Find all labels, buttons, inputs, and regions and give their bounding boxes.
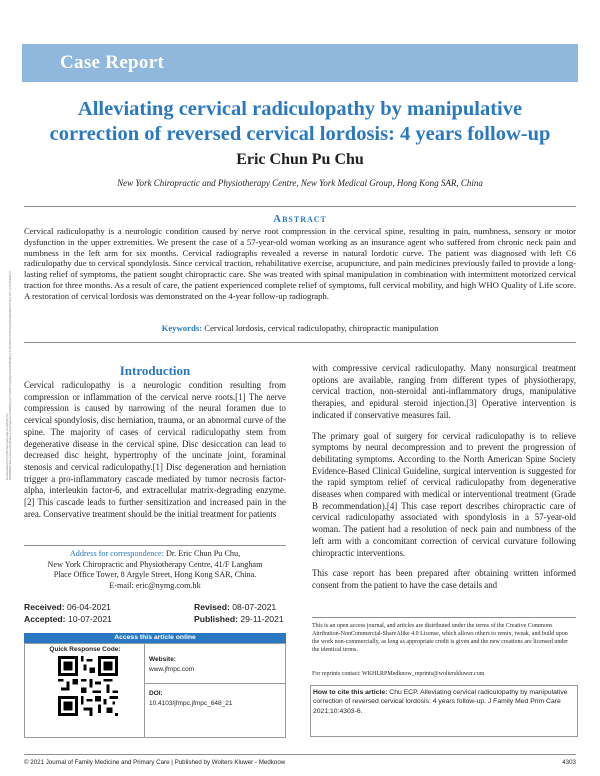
accepted-label: Accepted: [24, 614, 66, 624]
author-name: Eric Chun Pu Chu [236, 151, 364, 168]
accepted-date: 10-07-2021 [67, 614, 112, 624]
abstract-heading: Abstract [273, 213, 327, 225]
correspondence-email[interactable]: E-mail: eric@nymg.com.hk [109, 580, 201, 590]
access-horizontal-divider [145, 683, 285, 684]
article-dates [24, 601, 286, 625]
author-affiliation: New York Chiropractic and Physiotherapy Centre, New York Medical Group, Hong Kong SAR, China [117, 178, 483, 188]
divider-top [24, 206, 576, 207]
download-watermark: Downloaded from http://journals.lww.com/jfmpc by BhDMf5ePHKav1zEoum1tQfN4a+kJLhEZgbsIHo4XMi0hCywCX1AWnYQp/IlQrHD3i3D0OdRyi7TvSFl4Cf3VC4/OAVpDDa8KKGKV0Ymy+78= on 03/19/2024 [5, 271, 12, 480]
revised-date: 08-07-2021 [232, 602, 277, 612]
citation-text: Chu ECP. Alleviating cervical radiculopathy by manipulative correction of reversed cervical lordosis: 4 years follow-up. J Family Med Prim Care 2021;10:4303-6. [313, 689, 568, 715]
footer-copyright: © 2021 Journal of Family Medicine and Primary Care | Published by Wolters Kluwer - Medknow [24, 759, 286, 766]
article-title: Alleviating cervical radiculopathy by manipulative correction of reversed cervical lordosis: 4 years follow-up [49, 98, 551, 145]
keywords-label: Keywords: [161, 323, 203, 333]
website-label: Website: [149, 656, 176, 663]
correspondence-line1: New York Chiropractic and Physiotherapy Centre, 41/F Langham [47, 559, 263, 569]
qr-code-label: Quick Response Code: [49, 646, 121, 653]
qr-code-icon[interactable] [58, 656, 118, 716]
keywords [24, 323, 576, 333]
page-footer [24, 759, 576, 766]
right-column [312, 363, 576, 592]
access-vertical-divider [144, 643, 145, 737]
intro-paragraph: Cervical radiculopathy is a neurologic condition resulting from compression or inflammation of the cervical nerve roots.[1] The nerve compression is caused by narrowing of the neural foramen due to cervical spondylosis, disc herniation, trauma, or an abnormal curve of the spine. The majority of cases of cervical radiculopathy stem from degenerative disease in the cervical spine. Disc desiccation can lead to decreased disc height, hypertrophy of the uncinate joint, foraminal stenosis and cervical radiculopathy.[1] Disc degeneration and herniation trigger a pro-inflammatory cascade mediated by tumor necrosis factor-alpha, interleukin factor-6, and extracellular matrix-degrading enzyme.[2] This cascade leads to further sensitization and increased pain in the area. Conservative treatment should be the initial treatment for patients [24, 380, 286, 519]
footer-divider [24, 754, 576, 755]
revised-label: Revised: [194, 602, 230, 612]
doi-label: DOI: [149, 690, 163, 697]
doi-link[interactable]: 10.4103/jfmpc.jfmpc_648_21 [149, 700, 233, 707]
correspondence-block [24, 549, 286, 591]
published-date: 29-11-2021 [240, 614, 284, 624]
citation-label: How to cite this article: [313, 689, 388, 696]
keywords-list: Cervical lordosis, cervical radiculopathy, chiropractic manipulation [204, 323, 439, 333]
website-link[interactable]: www.jfmpc.com [149, 666, 195, 673]
introduction-heading: Introduction [119, 363, 191, 378]
received-date: 06-04-2021 [67, 602, 111, 612]
abstract-text: Cervical radiculopathy is a neurologic condition caused by nerve root compression in the cervical spine, resulting in pain, numbness, sensory or motor dysfunction in the upper extremities. We present the case of a 57-year-old woman working as an insurance agent who suffered from chronic neck pain and numbness in the left arm for six months. Cervical radiographs revealed a reverse in natural lordotic curve. The patient was diagnosed with left C6 radiculopathy due to cervical spondylosis. Since cervical traction, rehabilitative exercise, acupuncture, and pain medicines previously failed to provide a long-lasting relief of symptoms, the patient sought chiropractic care. She was treated with spinal manipulation in combination with intermittent motorized cervical traction for three months. As a result of care, the patient experienced complete relief of symptoms, full cervical mobility, and high WHO Quality of Life score. A restoration of cervical lordosis was demonstrated on the 4-year follow-up radiograph. [24, 226, 576, 301]
page-number: 4303 [562, 759, 576, 766]
citation-box [310, 685, 578, 737]
correspondence-label: Address for correspondence: [69, 549, 164, 558]
published-label: Published: [194, 614, 238, 624]
correspondence-name: Dr. Eric Chun Pu Chu, [166, 549, 241, 558]
right-paragraph-1: with compressive cervical radiculopathy. Many nonsurgical treatment options are available, ranging from different types of physiotherapy, cervical traction, non-steroidal anti-inflammatory drugs, manipulative therapies, and epidural steroid injection.[3] Operative intervention is indicated if conservative measures fail. [312, 363, 576, 420]
license-text: This is an open access journal, and articles are distributed under the terms of the Creative Commons Attribution-NonCommercial-ShareAlike 4.0 License, which allows others to remix, tweak, and build upon the work non-commercially, as long as appropriate credit is given and the new creations are licensed under the identical terms. [312, 623, 569, 653]
correspondence-line2: Place Office Tower, 8 Argyle Street, Hong Kong SAR, China. [53, 570, 257, 579]
license-divider [312, 617, 576, 618]
correspondence-divider [24, 545, 286, 546]
divider-bottom [24, 342, 576, 343]
article-type-label: Case Report [60, 52, 165, 73]
received-label: Received: [24, 602, 65, 612]
right-paragraph-2: The primary goal of surgery for cervical radiculopathy is to relieve symptoms by neural decompression and to prevent the progression of debilitating symptoms. According to the North American Spine Society Evidence-Based Clinical Guideline, surgical intervention is suggested for the rapid symptom relief of cervical radiculopathy from degenerative diseases when compared with medical or interventional treatment (Grade B recommendation).[4] This case report describes chiropractic care of cervical radiculopathy associated with spondylosis in a 57-year-old woman. The patient had a resolution of neck pain and numbness of the left arm with a concomitant correction of cervical curvature following chiropractic interventions. [312, 430, 576, 558]
reprints-contact: For reprints contact: WKHLRPMedknow_reprints@wolterskluwer.com [312, 671, 485, 677]
right-paragraph-3: This case report has been prepared after obtaining written informed consent from the patient to have the case details and [312, 568, 576, 590]
access-online-bar: Access this article online [24, 633, 286, 643]
introduction-text [24, 380, 286, 520]
